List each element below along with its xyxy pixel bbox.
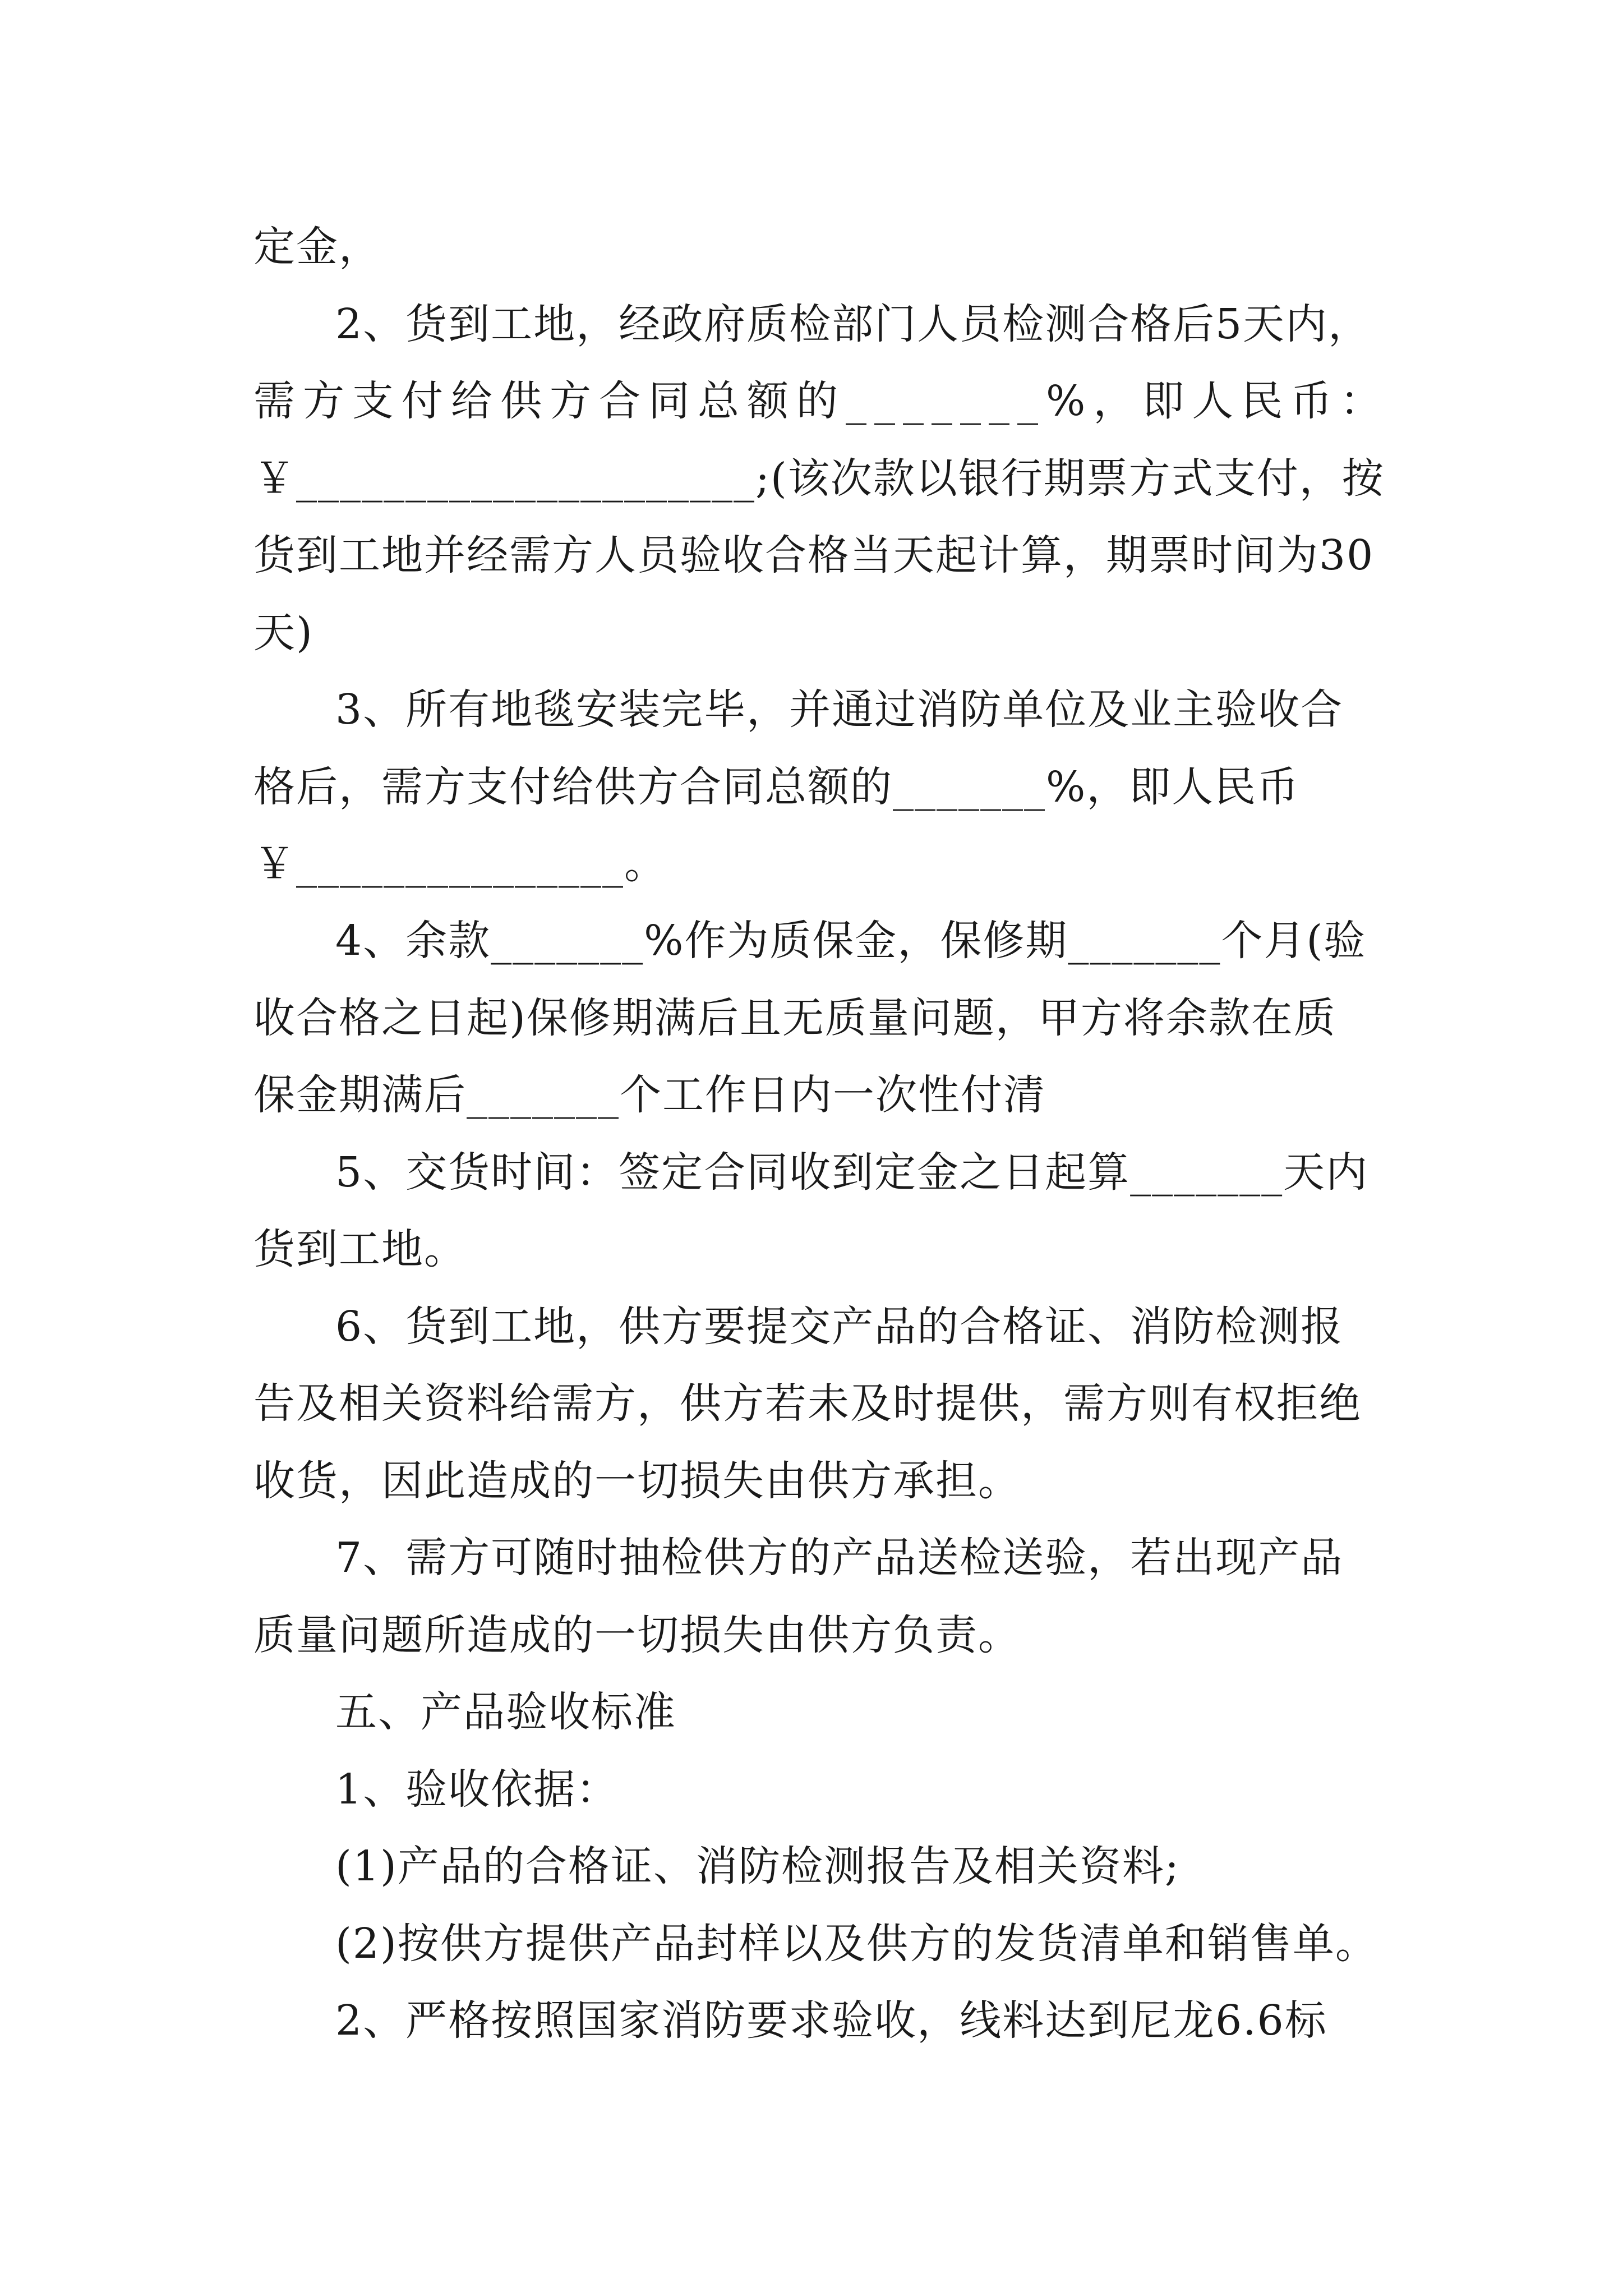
text-line-15: 6、货到工地，供方要提交产品的合格证、消防检测报	[335, 1303, 1344, 1351]
text-line-2: 2、货到工地，经政府质检部门人员检测合格后5天内，	[335, 300, 1371, 348]
text-line-8: 格后，需方支付给供方合同总额的_______%，即人民币	[253, 763, 1300, 811]
text-line-5: 货到工地并经需方人员验收合格当天起计算，期票时间为30	[253, 531, 1375, 579]
text-line-3: 需方支付给供方合同总额的_______%，即人民币：	[253, 377, 1390, 425]
section-heading: 五、产品验收标准	[335, 1688, 676, 1736]
text-line-16: 告及相关资料给需方，供方若未及时提供，需方则有权拒绝	[253, 1379, 1362, 1428]
text-line-1: 定金，	[253, 223, 381, 271]
text-line-17: 收货，因此造成的一切损失由供方承担。	[253, 1457, 1021, 1505]
text-line-14: 货到工地。	[253, 1225, 467, 1273]
text-line-12: 保金期满后_______个工作日内一次性付清	[253, 1071, 1046, 1119]
text-line-21: 1、验收依据：	[335, 1765, 619, 1814]
text-line-7: 3、所有地毯安装完毕，并通过消防单位及业主验收合	[335, 685, 1344, 734]
text-line-4: ￥_____________________;(该次款以银行期票方式支付，按	[253, 454, 1385, 503]
text-line-22: (1)产品的合格证、消防检测报告及相关资料;	[335, 1842, 1180, 1890]
text-line-11: 收合格之日起)保修期满后且无质量问题，甲方将余款在质	[253, 994, 1336, 1042]
text-line-13: 5、交货时间：签定合同收到定金之日起算_______天内	[335, 1148, 1369, 1197]
text-line-9: ￥_______________。	[253, 840, 667, 888]
text-line-19: 质量问题所造成的一切损失由供方负责。	[253, 1611, 1021, 1659]
text-line-6: 天)	[253, 609, 313, 657]
text-line-24: 2、严格按照国家消防要求验收，线料达到尼龙6.6标	[335, 1996, 1327, 2045]
text-line-23: (2)按供方提供产品封样以及供方的发货清单和销售单。	[335, 1920, 1378, 1968]
text-line-10: 4、余款_______%作为质保金，保修期_______个月(验	[335, 917, 1367, 965]
text-line-18: 7、需方可随时抽检供方的产品送检送验，若出现产品	[335, 1534, 1344, 1582]
